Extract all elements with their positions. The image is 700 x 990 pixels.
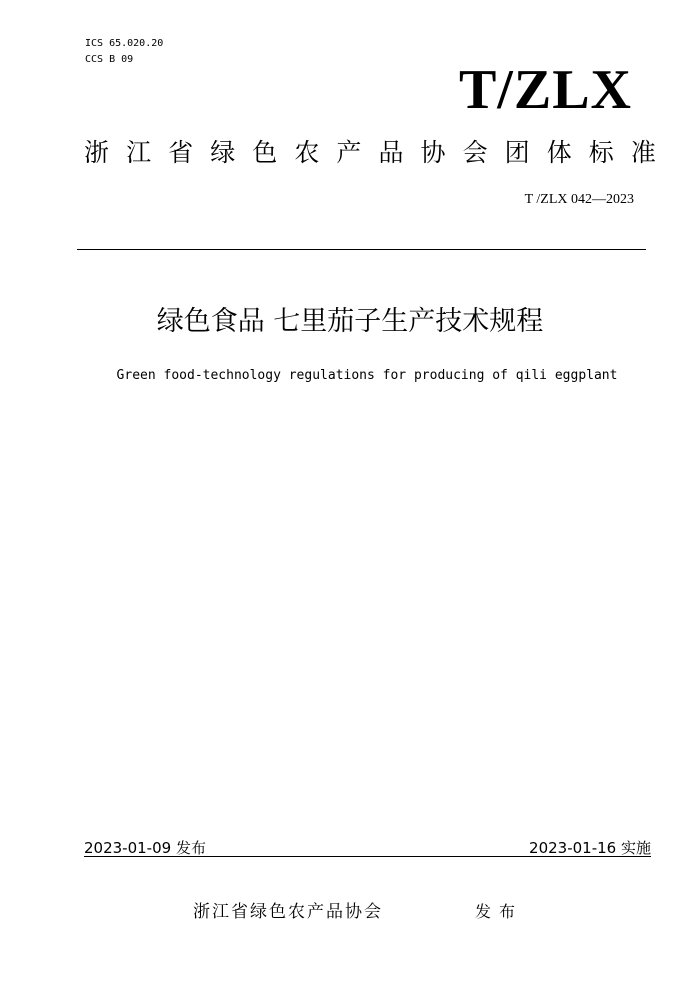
document-title-zh: 绿色食品 七里茄子生产技术规程 [156, 306, 544, 337]
classification-codes [85, 36, 163, 68]
org-title-char: 浙 [84, 138, 110, 167]
org-title-char: 色 [252, 138, 278, 167]
top-divider [77, 249, 646, 250]
implement-date: 2023-01-16 实施 [529, 839, 651, 857]
org-title-char: 团 [504, 138, 530, 167]
org-title-char: 体 [546, 138, 572, 167]
issuer-name: 浙江省绿色农产品协会 [193, 902, 383, 922]
publish-date: 2023-01-09 发布 [84, 839, 206, 857]
org-title-char: 品 [378, 138, 404, 167]
standard-brand-logo: T/ZLX [458, 59, 632, 121]
org-title-char: 准 [630, 138, 656, 167]
org-title-char: 会 [462, 138, 488, 167]
ccs-code: CCS B 09 [85, 54, 134, 65]
org-title-char: 协 [420, 138, 446, 167]
org-title-char: 省 [168, 138, 194, 167]
bottom-divider [84, 856, 651, 857]
org-title-char: 绿 [210, 138, 236, 167]
org-title-char: 产 [336, 138, 362, 167]
document-title-en: Green food-technology regulations for producing of qili eggplant [116, 368, 618, 383]
org-title-char: 农 [294, 138, 320, 167]
org-title-char: 标 [588, 138, 614, 167]
organization-standard-title [84, 135, 656, 171]
issue-label: 发布 [475, 902, 524, 921]
org-title-char: 江 [126, 138, 152, 167]
document-number: T /ZLX 042—2023 [524, 192, 634, 207]
ics-code: ICS 65.020.20 [85, 38, 164, 49]
